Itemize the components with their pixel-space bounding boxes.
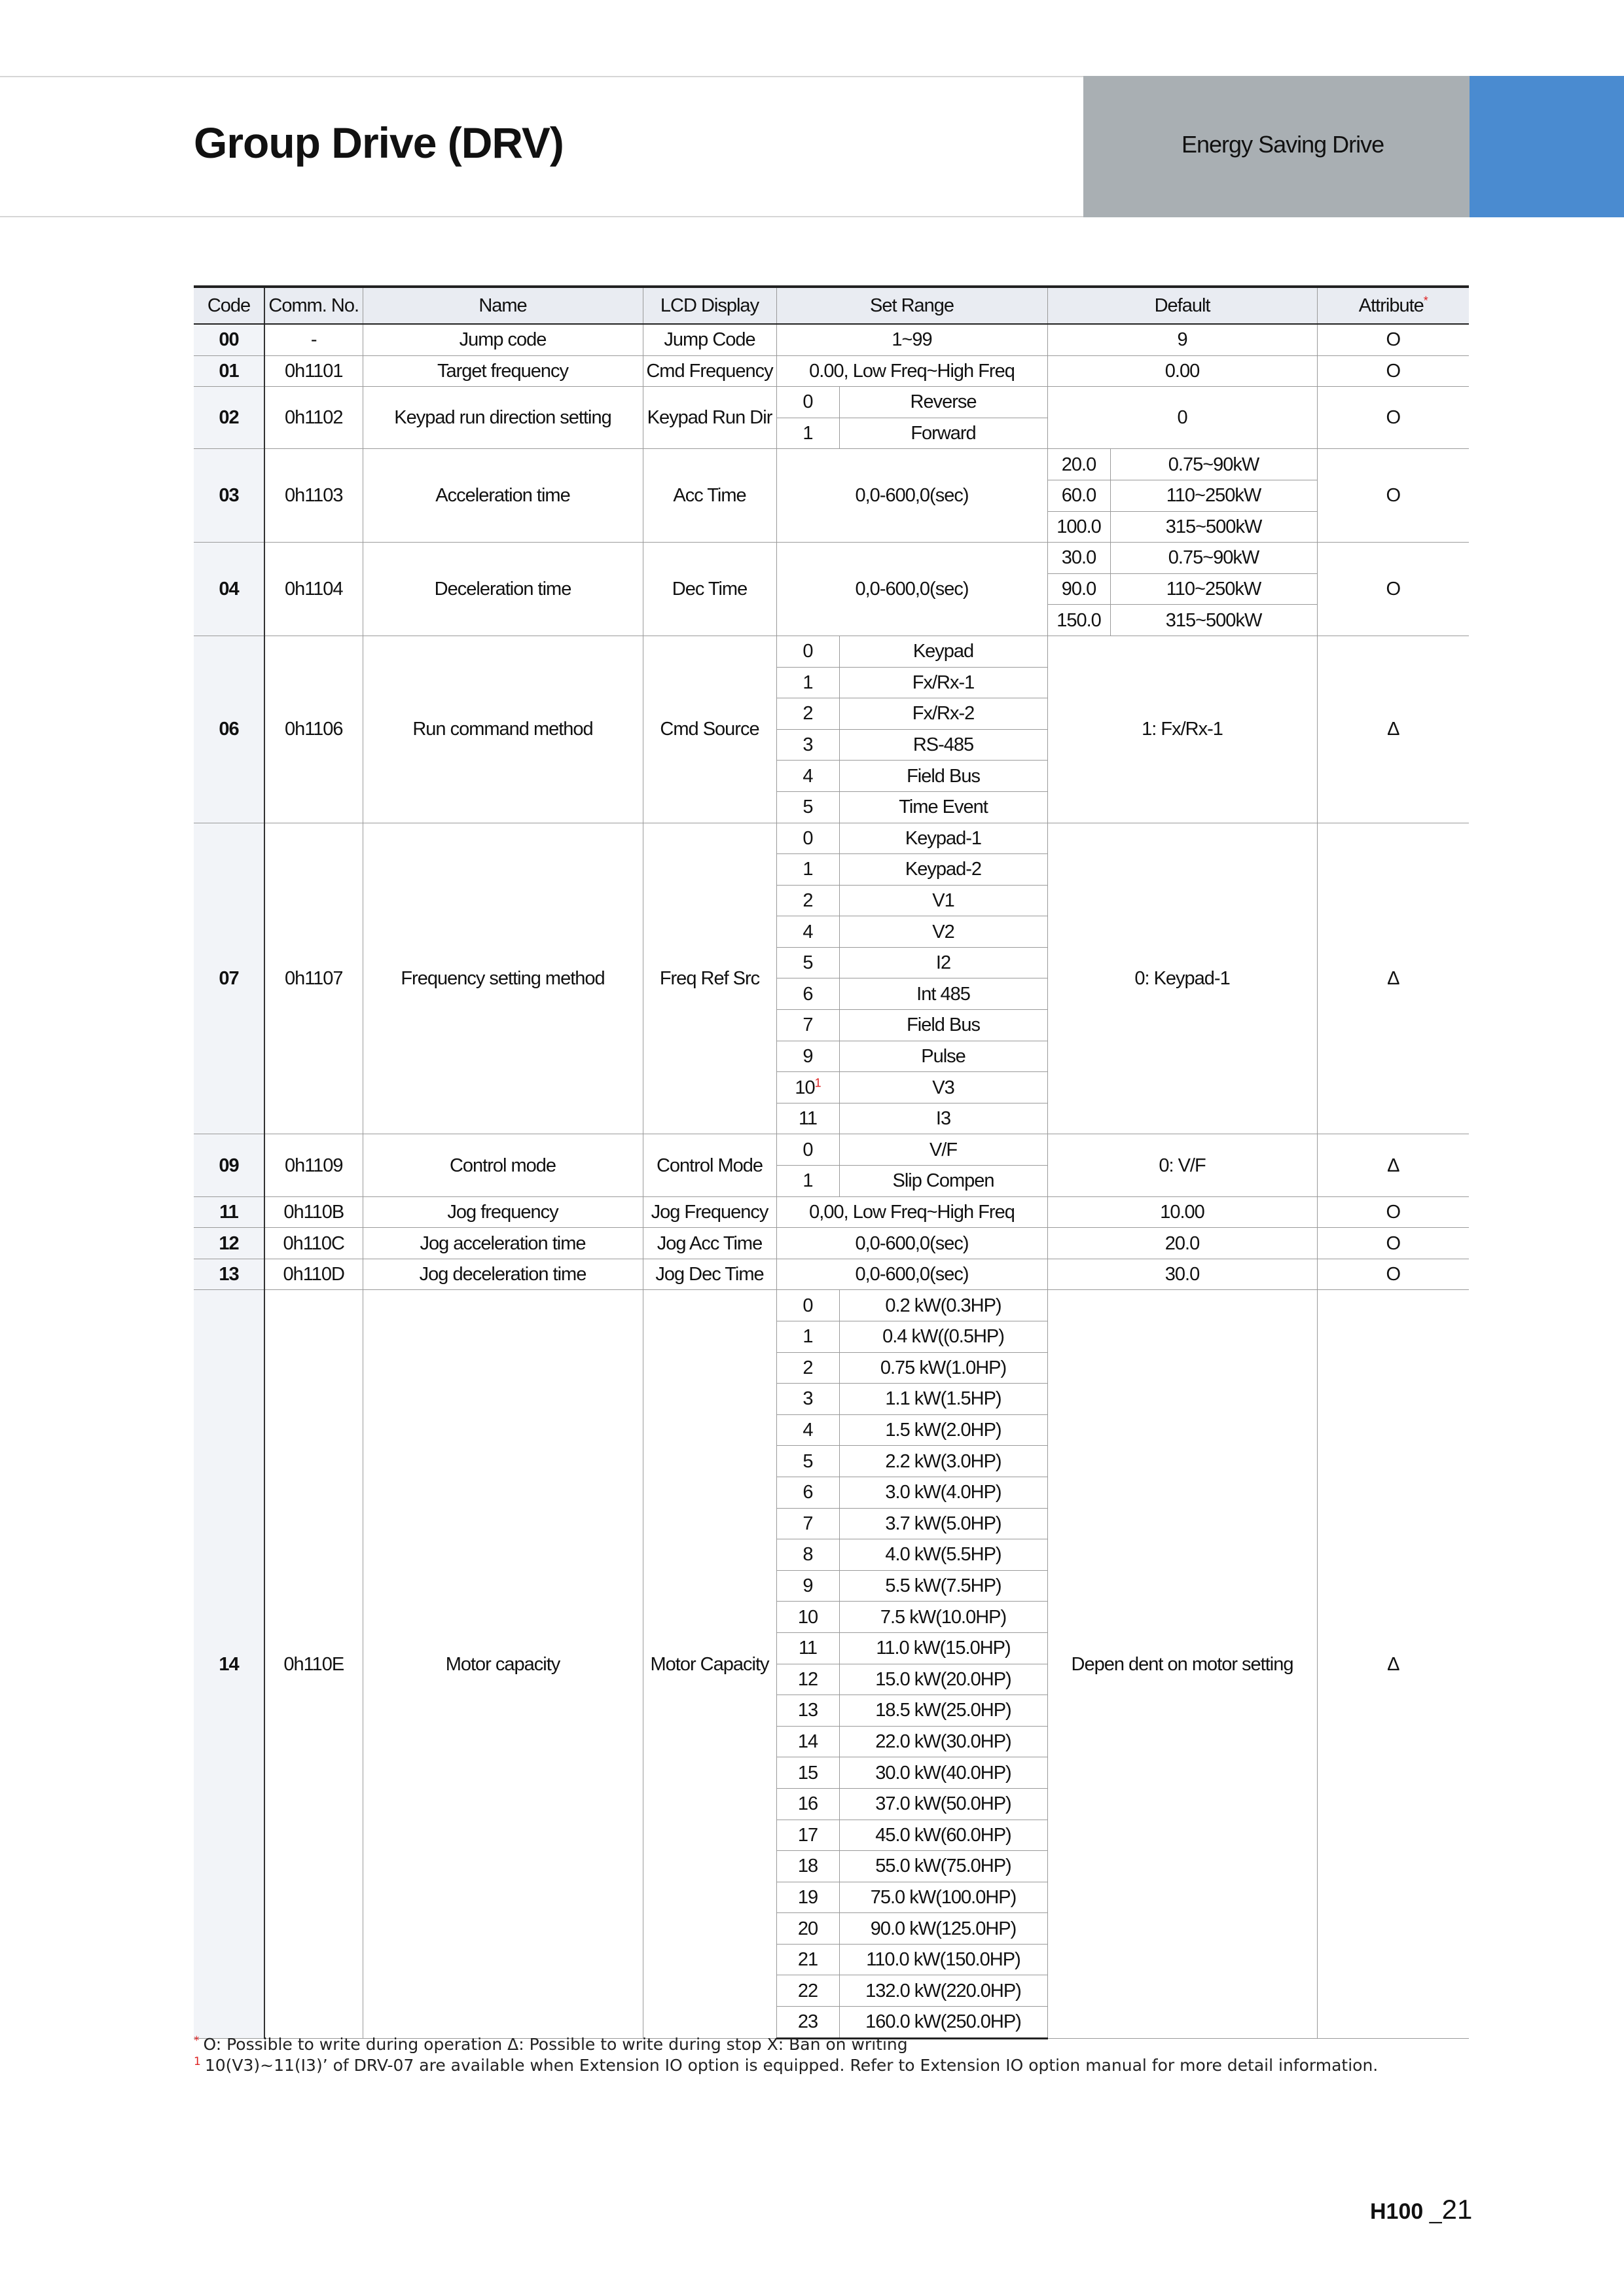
code-cell: 14 xyxy=(194,1290,264,2038)
option-number: 23 xyxy=(797,2011,818,2033)
default-cell: 0 xyxy=(1047,387,1317,449)
option-label-cell: 18.5 kW(25.0HP) xyxy=(839,1695,1047,1727)
lcd-display-cell: Keypad Run Dir xyxy=(643,387,776,449)
option-label-cell: 4.0 kW(5.5HP) xyxy=(839,1539,1047,1571)
option-label-cell: V3 xyxy=(839,1072,1047,1103)
default-cell: 1: Fx/Rx-1 xyxy=(1047,636,1317,823)
code-cell: 06 xyxy=(194,636,264,823)
option-label-cell: 90.0 kW(125.0HP) xyxy=(839,1913,1047,1945)
lcd-display-cell: Jog Frequency xyxy=(643,1196,776,1228)
option-label-cell: 110.0 kW(150.0HP) xyxy=(839,1944,1047,1975)
option-label-cell: RS-485 xyxy=(839,729,1047,761)
attribute-cell: Δ xyxy=(1317,1290,1469,2038)
attribute-cell: O xyxy=(1317,1228,1469,1259)
comm-no-cell: 0h1104 xyxy=(264,543,363,636)
lcd-display-cell: Acc Time xyxy=(643,449,776,543)
parameter-table xyxy=(194,285,1469,2039)
default-cell: 30.0 xyxy=(1047,1259,1317,1290)
table-row xyxy=(194,324,1469,355)
option-number: 0 xyxy=(803,641,813,662)
option-number-cell xyxy=(776,418,839,449)
option-label-cell: 0.75 kW(1.0HP) xyxy=(839,1352,1047,1384)
option-number: 0 xyxy=(803,1139,813,1160)
option-number: 15 xyxy=(797,1762,818,1784)
option-number-cell xyxy=(776,1664,839,1695)
option-label-cell: 7.5 kW(10.0HP) xyxy=(839,1602,1047,1633)
table-row xyxy=(194,543,1469,574)
option-number-cell xyxy=(776,1072,839,1103)
set-range-cell: 1~99 xyxy=(776,324,1047,355)
option-label-cell: 132.0 kW(220.0HP) xyxy=(839,1975,1047,2007)
option-number-cell xyxy=(776,1414,839,1446)
option-label-cell: Slip Compen xyxy=(839,1166,1047,1197)
option-number: 21 xyxy=(797,1949,818,1971)
option-number: 17 xyxy=(797,1824,818,1846)
comm-no-cell: 0h1106 xyxy=(264,636,363,823)
option-number: 22 xyxy=(797,1980,818,2001)
option-label-cell: Fx/Rx-1 xyxy=(839,667,1047,698)
option-number-cell xyxy=(776,1103,839,1134)
option-number-cell xyxy=(776,1695,839,1727)
footnote-1-text: O: Possible to write during operation Δ: Possible to write during stop X: Ban on writing xyxy=(203,2035,908,2054)
option-number: 1 xyxy=(803,672,813,693)
default-capacity-cell: 0.75~90kW xyxy=(1110,543,1317,574)
comm-no-cell: 0h1103 xyxy=(264,449,363,543)
header-set-range: Set Range xyxy=(776,287,1047,324)
header-attribute-label: Attribute xyxy=(1358,295,1424,316)
option-label-cell: Field Bus xyxy=(839,1010,1047,1041)
option-number-cell xyxy=(776,1913,839,1945)
default-capacity-cell: 110~250kW xyxy=(1110,480,1317,511)
option-number-cell xyxy=(776,1352,839,1384)
option-label-cell: Keypad xyxy=(839,636,1047,667)
lcd-display-cell: Control Mode xyxy=(643,1134,776,1196)
option-label-cell: 55.0 kW(75.0HP) xyxy=(839,1851,1047,1882)
option-label-cell: 1.1 kW(1.5HP) xyxy=(839,1384,1047,1415)
code-cell: 02 xyxy=(194,387,264,449)
option-label-cell: 3.7 kW(5.0HP) xyxy=(839,1508,1047,1539)
option-label-cell: 30.0 kW(40.0HP) xyxy=(839,1757,1047,1789)
code-cell: 13 xyxy=(194,1259,264,1290)
top-rule xyxy=(0,76,1083,77)
option-label-cell: 2.2 kW(3.0HP) xyxy=(839,1446,1047,1477)
option-label-cell: Keypad-1 xyxy=(839,823,1047,854)
option-number-cell xyxy=(776,1446,839,1477)
default-cell: 10.00 xyxy=(1047,1196,1317,1228)
option-number-cell xyxy=(776,1975,839,2007)
option-number: 12 xyxy=(797,1668,818,1690)
option-number: 5 xyxy=(803,797,813,818)
attribute-cell: O xyxy=(1317,1196,1469,1228)
table-row xyxy=(194,636,1469,667)
option-number: 1 xyxy=(803,1170,813,1192)
option-number-cell xyxy=(776,387,839,418)
option-label-cell: V1 xyxy=(839,885,1047,916)
name-cell: Jog acceleration time xyxy=(363,1228,643,1259)
option-number: 6 xyxy=(803,1482,813,1503)
option-number-cell xyxy=(776,1290,839,1321)
default-cell: 0: Keypad-1 xyxy=(1047,823,1317,1134)
option-number: 9 xyxy=(803,1575,813,1597)
option-label-cell: Pulse xyxy=(839,1041,1047,1072)
name-cell: Target frequency xyxy=(363,355,643,387)
attribute-cell: O xyxy=(1317,449,1469,543)
option-label-cell: 5.5 kW(7.5HP) xyxy=(839,1570,1047,1602)
option-number: 8 xyxy=(803,1544,813,1566)
attribute-cell: O xyxy=(1317,543,1469,636)
option-label-cell: 75.0 kW(100.0HP) xyxy=(839,1882,1047,1913)
option-number: 2 xyxy=(803,889,813,911)
option-label-cell: 11.0 kW(15.0HP) xyxy=(839,1632,1047,1664)
option-number: 1 xyxy=(803,1326,813,1348)
option-label-cell: Keypad-2 xyxy=(839,854,1047,886)
default-value-cell: 30.0 xyxy=(1047,543,1110,574)
option-number: 18 xyxy=(797,1856,818,1877)
code-cell: 00 xyxy=(194,324,264,355)
comm-no-cell: - xyxy=(264,324,363,355)
code-cell: 07 xyxy=(194,823,264,1134)
section-tab xyxy=(1083,76,1470,217)
default-capacity-cell: 315~500kW xyxy=(1110,605,1317,636)
default-capacity-cell: 110~250kW xyxy=(1110,573,1317,605)
header-rule xyxy=(0,216,1083,217)
footnote-1-mark: * xyxy=(194,2034,200,2047)
set-range-cell: 0,0-600,0(sec) xyxy=(776,449,1047,543)
option-number: 0 xyxy=(803,827,813,849)
header-comm-no: Comm. No. xyxy=(264,287,363,324)
table-row xyxy=(194,355,1469,387)
default-value-cell: 150.0 xyxy=(1047,605,1110,636)
option-number-cell xyxy=(776,823,839,854)
option-number: 20 xyxy=(797,1918,818,1939)
lcd-display-cell: Jump Code xyxy=(643,324,776,355)
option-number: 9 xyxy=(803,1045,813,1067)
option-number: 13 xyxy=(797,1700,818,1721)
page-number: 21 xyxy=(1441,2194,1473,2225)
option-label-cell: I2 xyxy=(839,947,1047,978)
option-number-cell xyxy=(776,1944,839,1975)
name-cell: Jog frequency xyxy=(363,1196,643,1228)
option-number-cell xyxy=(776,1539,839,1571)
option-label-cell: V2 xyxy=(839,916,1047,948)
footer-separator: _ xyxy=(1429,2199,1442,2224)
option-number-cell xyxy=(776,1851,839,1882)
footnotes xyxy=(194,2034,1378,2076)
code-cell: 12 xyxy=(194,1228,264,1259)
comm-no-cell: 0h110D xyxy=(264,1259,363,1290)
option-number: 3 xyxy=(803,734,813,756)
footnote-2-text: 10(V3)~11(I3)’ of DRV-07 are available when Extension IO option is equipped. Refer to Extension IO option manual for more detail information. xyxy=(204,2056,1379,2075)
name-cell: Run command method xyxy=(363,636,643,823)
option-number-cell xyxy=(776,854,839,886)
option-number: 2 xyxy=(803,1357,813,1378)
table-row xyxy=(194,1259,1469,1290)
table-row xyxy=(194,1196,1469,1228)
option-number-cell xyxy=(776,761,839,792)
option-number: 14 xyxy=(797,1731,818,1753)
table-row xyxy=(194,449,1469,480)
option-label-cell: I3 xyxy=(839,1103,1047,1134)
header-code: Code xyxy=(194,287,264,324)
option-number: 1 xyxy=(803,423,813,444)
attribute-cell: O xyxy=(1317,387,1469,449)
option-number: 0 xyxy=(803,1295,813,1316)
name-cell: Frequency setting method xyxy=(363,823,643,1134)
table-row xyxy=(194,387,1469,418)
table-row xyxy=(194,1134,1469,1166)
option-number-cell xyxy=(776,729,839,761)
comm-no-cell: 0h1109 xyxy=(264,1134,363,1196)
option-label-cell: Field Bus xyxy=(839,761,1047,792)
option-number: 6 xyxy=(803,983,813,1005)
set-range-cell: 0.00, Low Freq~High Freq xyxy=(776,355,1047,387)
option-label-cell: 15.0 kW(20.0HP) xyxy=(839,1664,1047,1695)
option-label-cell: Fx/Rx-2 xyxy=(839,698,1047,730)
option-number-cell xyxy=(776,698,839,730)
option-label-cell: 160.0 kW(250.0HP) xyxy=(839,2007,1047,2039)
comm-no-cell: 0h110E xyxy=(264,1290,363,2038)
option-label-cell: Reverse xyxy=(839,387,1047,418)
lcd-display-cell: Freq Ref Src xyxy=(643,823,776,1134)
option-number-cell xyxy=(776,1788,839,1820)
set-range-cell: 0,00, Low Freq~High Freq xyxy=(776,1196,1047,1228)
footnote-1-ref-mark: 1 xyxy=(814,1075,821,1089)
option-number-cell xyxy=(776,1321,839,1353)
default-cell: 9 xyxy=(1047,324,1317,355)
attribute-cell: Δ xyxy=(1317,823,1469,1134)
name-cell: Control mode xyxy=(363,1134,643,1196)
page-title: Group Drive (DRV) xyxy=(194,118,564,167)
lcd-display-cell: Motor Capacity xyxy=(643,1290,776,2038)
option-number-cell xyxy=(776,1134,839,1166)
option-number: 10 xyxy=(797,1606,818,1628)
name-cell: Motor capacity xyxy=(363,1290,643,2038)
comm-no-cell: 0h110B xyxy=(264,1196,363,1228)
option-number: 19 xyxy=(797,1886,818,1908)
name-cell: Keypad run direction setting xyxy=(363,387,643,449)
option-number: 4 xyxy=(803,921,813,942)
option-number: 5 xyxy=(803,952,813,974)
option-label-cell: 0.4 kW((0.5HP) xyxy=(839,1321,1047,1353)
table-header-row xyxy=(194,287,1469,324)
footnote-2 xyxy=(194,2055,1378,2076)
page-footer xyxy=(1370,2194,1472,2225)
accent-tab xyxy=(1470,76,1624,217)
set-range-cell: 0,0-600,0(sec) xyxy=(776,1259,1047,1290)
option-label-cell: 45.0 kW(60.0HP) xyxy=(839,1820,1047,1851)
comm-no-cell: 0h1107 xyxy=(264,823,363,1134)
option-number: 1 xyxy=(803,859,813,880)
option-number-cell xyxy=(776,1010,839,1041)
option-number-cell xyxy=(776,885,839,916)
option-label-cell: 3.0 kW(4.0HP) xyxy=(839,1477,1047,1508)
header-default: Default xyxy=(1047,287,1317,324)
option-number-cell xyxy=(776,2007,839,2039)
default-cell: 20.0 xyxy=(1047,1228,1317,1259)
code-cell: 11 xyxy=(194,1196,264,1228)
option-number: 16 xyxy=(797,1793,818,1815)
option-number: 0 xyxy=(803,391,813,413)
code-cell: 04 xyxy=(194,543,264,636)
comm-no-cell: 0h1102 xyxy=(264,387,363,449)
option-label-cell: Time Event xyxy=(839,791,1047,823)
option-label-cell: Forward xyxy=(839,418,1047,449)
option-number: 4 xyxy=(803,765,813,787)
lcd-display-cell: Jog Dec Time xyxy=(643,1259,776,1290)
section-label: Energy Saving Drive xyxy=(1182,131,1384,158)
default-capacity-cell: 315~500kW xyxy=(1110,511,1317,543)
option-label-cell: 0.2 kW(0.3HP) xyxy=(839,1290,1047,1321)
lcd-display-cell: Dec Time xyxy=(643,543,776,636)
default-value-cell: 100.0 xyxy=(1047,511,1110,543)
option-label-cell: Int 485 xyxy=(839,978,1047,1010)
option-number: 7 xyxy=(803,1014,813,1036)
option-number-cell xyxy=(776,916,839,948)
model-name: H100 xyxy=(1370,2199,1424,2224)
option-number-cell xyxy=(776,1041,839,1072)
comm-no-cell: 0h1101 xyxy=(264,355,363,387)
name-cell: Deceleration time xyxy=(363,543,643,636)
option-number-cell xyxy=(776,1602,839,1633)
code-cell: 01 xyxy=(194,355,264,387)
option-number: 10 xyxy=(795,1077,815,1098)
option-number: 5 xyxy=(803,1450,813,1472)
option-number: 7 xyxy=(803,1513,813,1534)
lcd-display-cell: Cmd Source xyxy=(643,636,776,823)
option-number-cell xyxy=(776,947,839,978)
default-value-cell: 60.0 xyxy=(1047,480,1110,511)
header-lcd-display: LCD Display xyxy=(643,287,776,324)
header-attribute xyxy=(1317,287,1469,324)
option-label-cell: 37.0 kW(50.0HP) xyxy=(839,1788,1047,1820)
option-number-cell xyxy=(776,1757,839,1789)
option-number: 2 xyxy=(803,703,813,725)
option-number-cell xyxy=(776,791,839,823)
option-label-cell: 22.0 kW(30.0HP) xyxy=(839,1726,1047,1757)
default-value-cell: 90.0 xyxy=(1047,573,1110,605)
default-cell: Depen dent on motor setting xyxy=(1047,1290,1317,2038)
code-cell: 09 xyxy=(194,1134,264,1196)
option-label-cell: V/F xyxy=(839,1134,1047,1166)
default-cell: 0.00 xyxy=(1047,355,1317,387)
name-cell: Jump code xyxy=(363,324,643,355)
table-row xyxy=(194,823,1469,854)
attribute-cell: O xyxy=(1317,324,1469,355)
set-range-cell: 0,0-600,0(sec) xyxy=(776,543,1047,636)
option-number-cell xyxy=(776,1632,839,1664)
header-name: Name xyxy=(363,287,643,324)
option-number-cell xyxy=(776,1166,839,1197)
attribute-cell: Δ xyxy=(1317,1134,1469,1196)
option-number-cell xyxy=(776,1570,839,1602)
table-row xyxy=(194,1290,1469,1321)
footnote-star-mark: * xyxy=(1423,294,1428,308)
option-number: 3 xyxy=(803,1388,813,1410)
lcd-display-cell: Jog Acc Time xyxy=(643,1228,776,1259)
set-range-cell: 0,0-600,0(sec) xyxy=(776,1228,1047,1259)
lcd-display-cell: Cmd Frequency xyxy=(643,355,776,387)
default-capacity-cell: 0.75~90kW xyxy=(1110,449,1317,480)
option-label-cell: 1.5 kW(2.0HP) xyxy=(839,1414,1047,1446)
footnote-2-mark: 1 xyxy=(194,2054,201,2068)
table-row xyxy=(194,1228,1469,1259)
attribute-cell: O xyxy=(1317,355,1469,387)
default-value-cell: 20.0 xyxy=(1047,449,1110,480)
option-number-cell xyxy=(776,978,839,1010)
option-number-cell xyxy=(776,636,839,667)
attribute-cell: O xyxy=(1317,1259,1469,1290)
option-number: 4 xyxy=(803,1420,813,1441)
option-number-cell xyxy=(776,1477,839,1508)
footnote-1 xyxy=(194,2034,1378,2055)
default-cell: 0: V/F xyxy=(1047,1134,1317,1196)
name-cell: Jog deceleration time xyxy=(363,1259,643,1290)
option-number-cell xyxy=(776,1820,839,1851)
option-number: 11 xyxy=(798,1108,818,1130)
option-number-cell xyxy=(776,1508,839,1539)
attribute-cell: Δ xyxy=(1317,636,1469,823)
option-number-cell xyxy=(776,1882,839,1913)
comm-no-cell: 0h110C xyxy=(264,1228,363,1259)
option-number-cell xyxy=(776,667,839,698)
name-cell: Acceleration time xyxy=(363,449,643,543)
option-number-cell xyxy=(776,1384,839,1415)
code-cell: 03 xyxy=(194,449,264,543)
option-number-cell xyxy=(776,1726,839,1757)
option-number: 11 xyxy=(798,1638,818,1659)
